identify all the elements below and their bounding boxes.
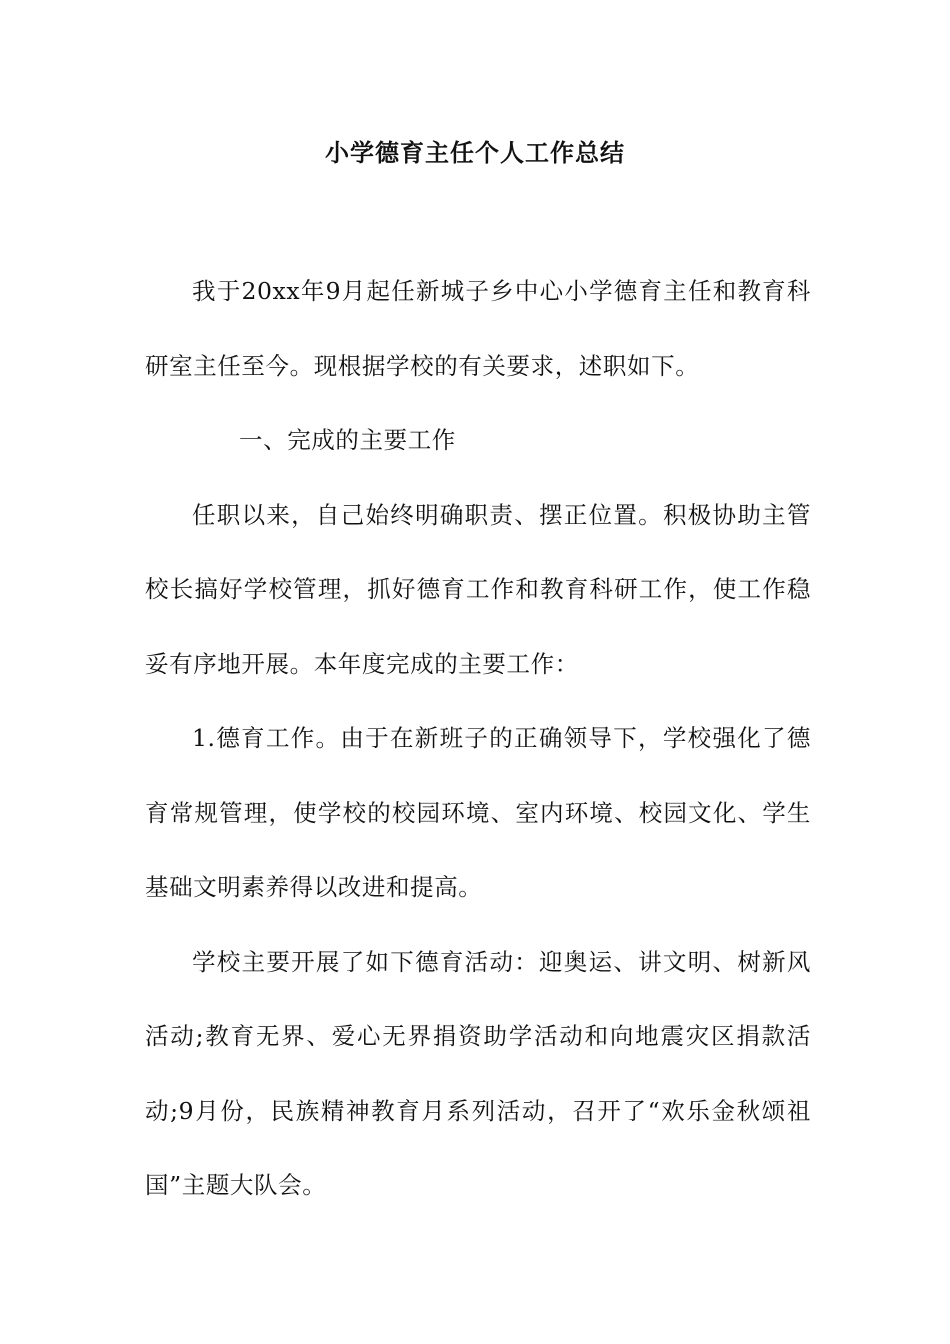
intro-paragraph: 我于20xx年9月起任新城子乡中心小学德育主任和教育科研室主任至今。现根据学校的有关要求，述职如下。 — [145, 277, 811, 380]
work-summary-paragraph: 任职以来，自己始终明确职责、摆正位置。积极协助主管校长搞好学校管理，抓好德育工作和教育科研工作，使工作稳妥有序地开展。本年度完成的主要工作： — [145, 500, 811, 678]
document-body — [145, 254, 811, 1223]
section-heading-main-work: 一、完成的主要工作 — [239, 426, 456, 454]
activities-paragraph: 学校主要开展了如下德育活动：迎奥运、讲文明、树新风活动;教育无界、爱心无界捐资助学活动和向地震灾区捐款活动;9月份，民族精神教育月系列活动，召开了“欢乐金秋颂祖国”主题大队会。 — [145, 947, 811, 1199]
document-title: 小学德育主任个人工作总结 — [325, 138, 625, 167]
moral-education-paragraph: 1.德育工作。由于在新班子的正确领导下，学校强化了德育常规管理，使学校的校园环境、室内环境、校园文化、学生基础文明素养得以改进和提高。 — [145, 724, 811, 901]
